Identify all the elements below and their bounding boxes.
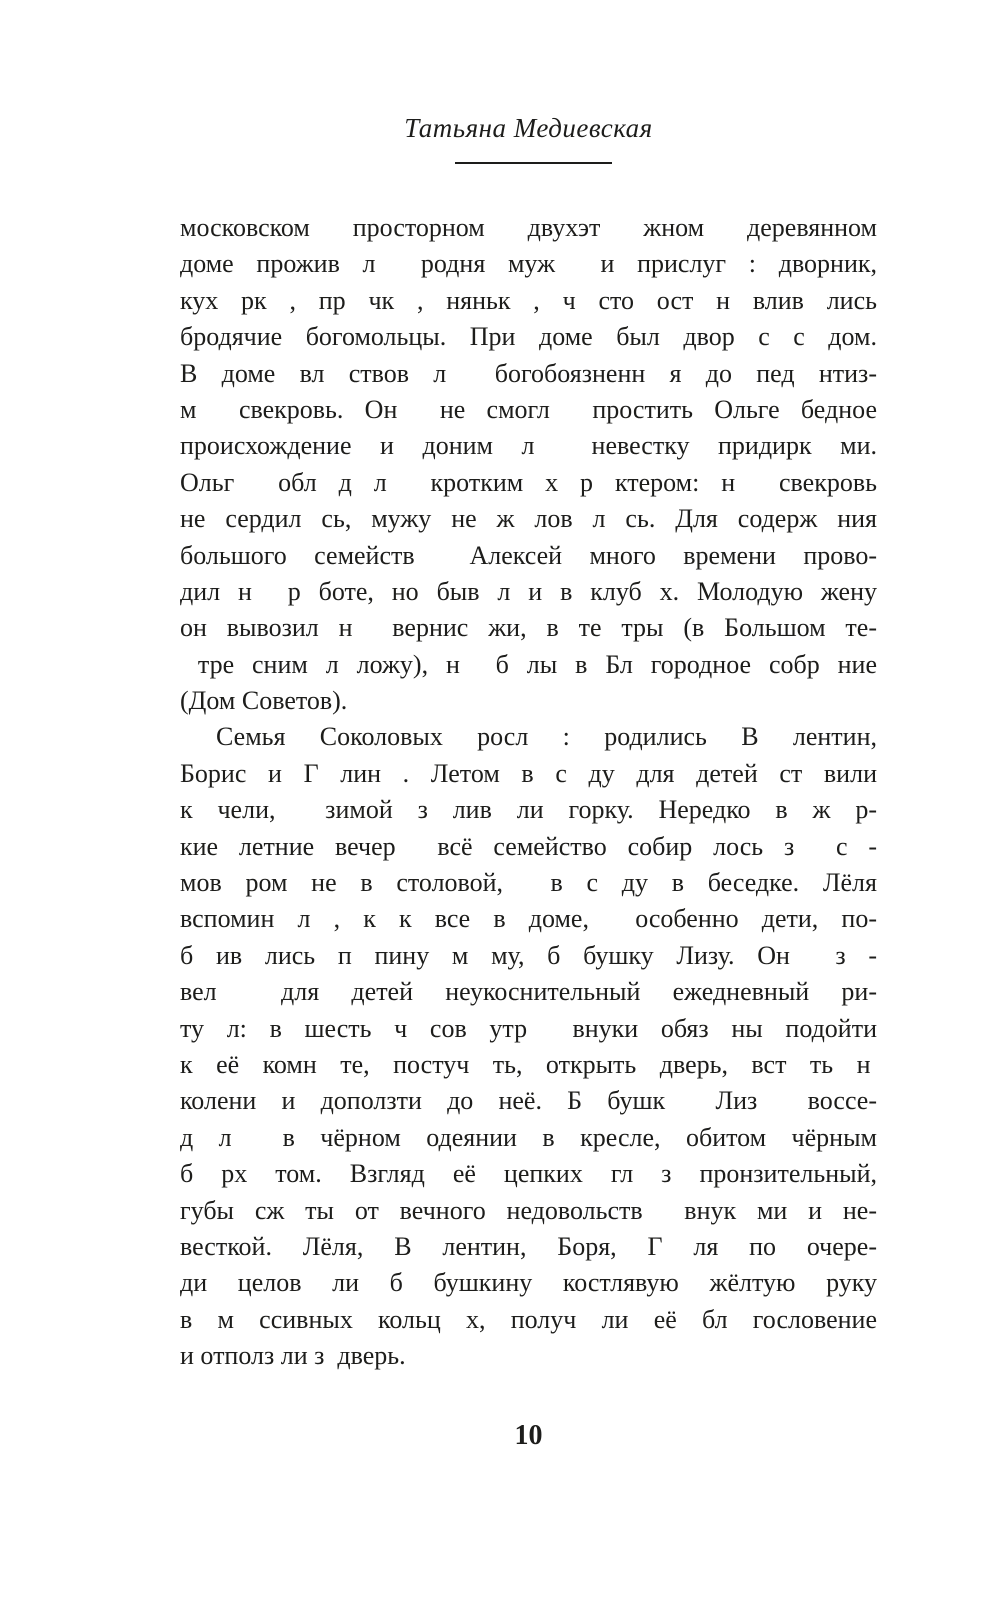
- text-line: ту л: в шесть ч сов утр внуки обяз ны подойти: [180, 1013, 877, 1043]
- text-line: тре сним л ложу), н б лы в Бл городное собр ние: [180, 649, 877, 679]
- text-line: большого семейств Алексей много времени прово-: [180, 540, 877, 570]
- text-block: [180, 210, 877, 1375]
- text-line: ди целов ли б бушкину костлявую жёлтую руку: [180, 1268, 877, 1298]
- text-line: кие летние вечер всё семейство собир лось з с -: [180, 831, 877, 861]
- text-line: д л в чёрном одеянии в кресле, обитом чёрным: [180, 1122, 877, 1152]
- text-line: в м ссивных кольц х, получ ли её бл гословение: [180, 1304, 877, 1334]
- text-line: к её комн те, постуч ть, открыть дверь, вст ть н: [180, 1049, 877, 1079]
- text-line: б рх том. Взгляд её цепких гл з пронзительный,: [180, 1159, 877, 1189]
- text-line: вел для детей неукоснительный ежедневный ри-: [180, 977, 877, 1007]
- text-line: и отполз ли з дверь.: [180, 1341, 406, 1371]
- text-line: б ив лись п пину м му, б бушку Лизу. Он з -: [180, 940, 877, 970]
- text-line: дил н р боте, но быв л и в клуб х. Молодую жену: [180, 576, 877, 606]
- text-line: губы сж ты от вечного недовольств внук ми и не-: [180, 1195, 877, 1225]
- text-line: мов ром не в столовой, в с ду в беседке. Лёля: [180, 868, 877, 898]
- text-line: В доме вл ствов л богобоязненн я до пед нтиз-: [180, 358, 877, 388]
- text-line: Борис и Г лин . Летом в с ду для детей ст вили: [180, 758, 877, 788]
- text-line: не сердил сь, мужу не ж лов л сь. Для содерж ния: [180, 504, 877, 534]
- running-header-author: Татьяна Медиевская: [404, 113, 653, 143]
- text-line: кух рк , пр чк , няньк , ч сто ост н влив лись: [180, 285, 877, 315]
- page-number: 10: [514, 1420, 543, 1451]
- text-line: вспомин л , к к все в доме, особенно дети, по-: [180, 904, 877, 934]
- text-line: колени и доползти до неё. Б бушк Лиз воссе-: [180, 1086, 877, 1116]
- text-line: (Дом Советов).: [180, 686, 348, 716]
- text-line: он вывозил н вернис жи, в те тры (в Большом те-: [180, 613, 877, 643]
- header-rule: [455, 162, 612, 164]
- text-line: Ольг обл д л кротким х р ктером: н свекровь: [180, 467, 877, 497]
- text-line: бродячие богомольцы. При доме был двор с с дом.: [180, 322, 877, 352]
- text-line: происхождение и доним л невестку придирк ми.: [180, 431, 877, 461]
- text-line: к чели, зимой з лив ли горку. Нередко в ж р-: [180, 795, 877, 825]
- text-line: московском просторном двухэт жном деревянном: [180, 213, 877, 242]
- text-line: доме прожив л родня муж и прислуг : дворник,: [180, 249, 877, 279]
- text-line: Семья Соколовых росл : родились В лентин,: [216, 722, 877, 752]
- text-line: весткой. Лёля, В лентин, Боря, Г ля по очере-: [180, 1231, 877, 1261]
- text-line: м свекровь. Он не смогл простить Ольге бедное: [180, 394, 877, 424]
